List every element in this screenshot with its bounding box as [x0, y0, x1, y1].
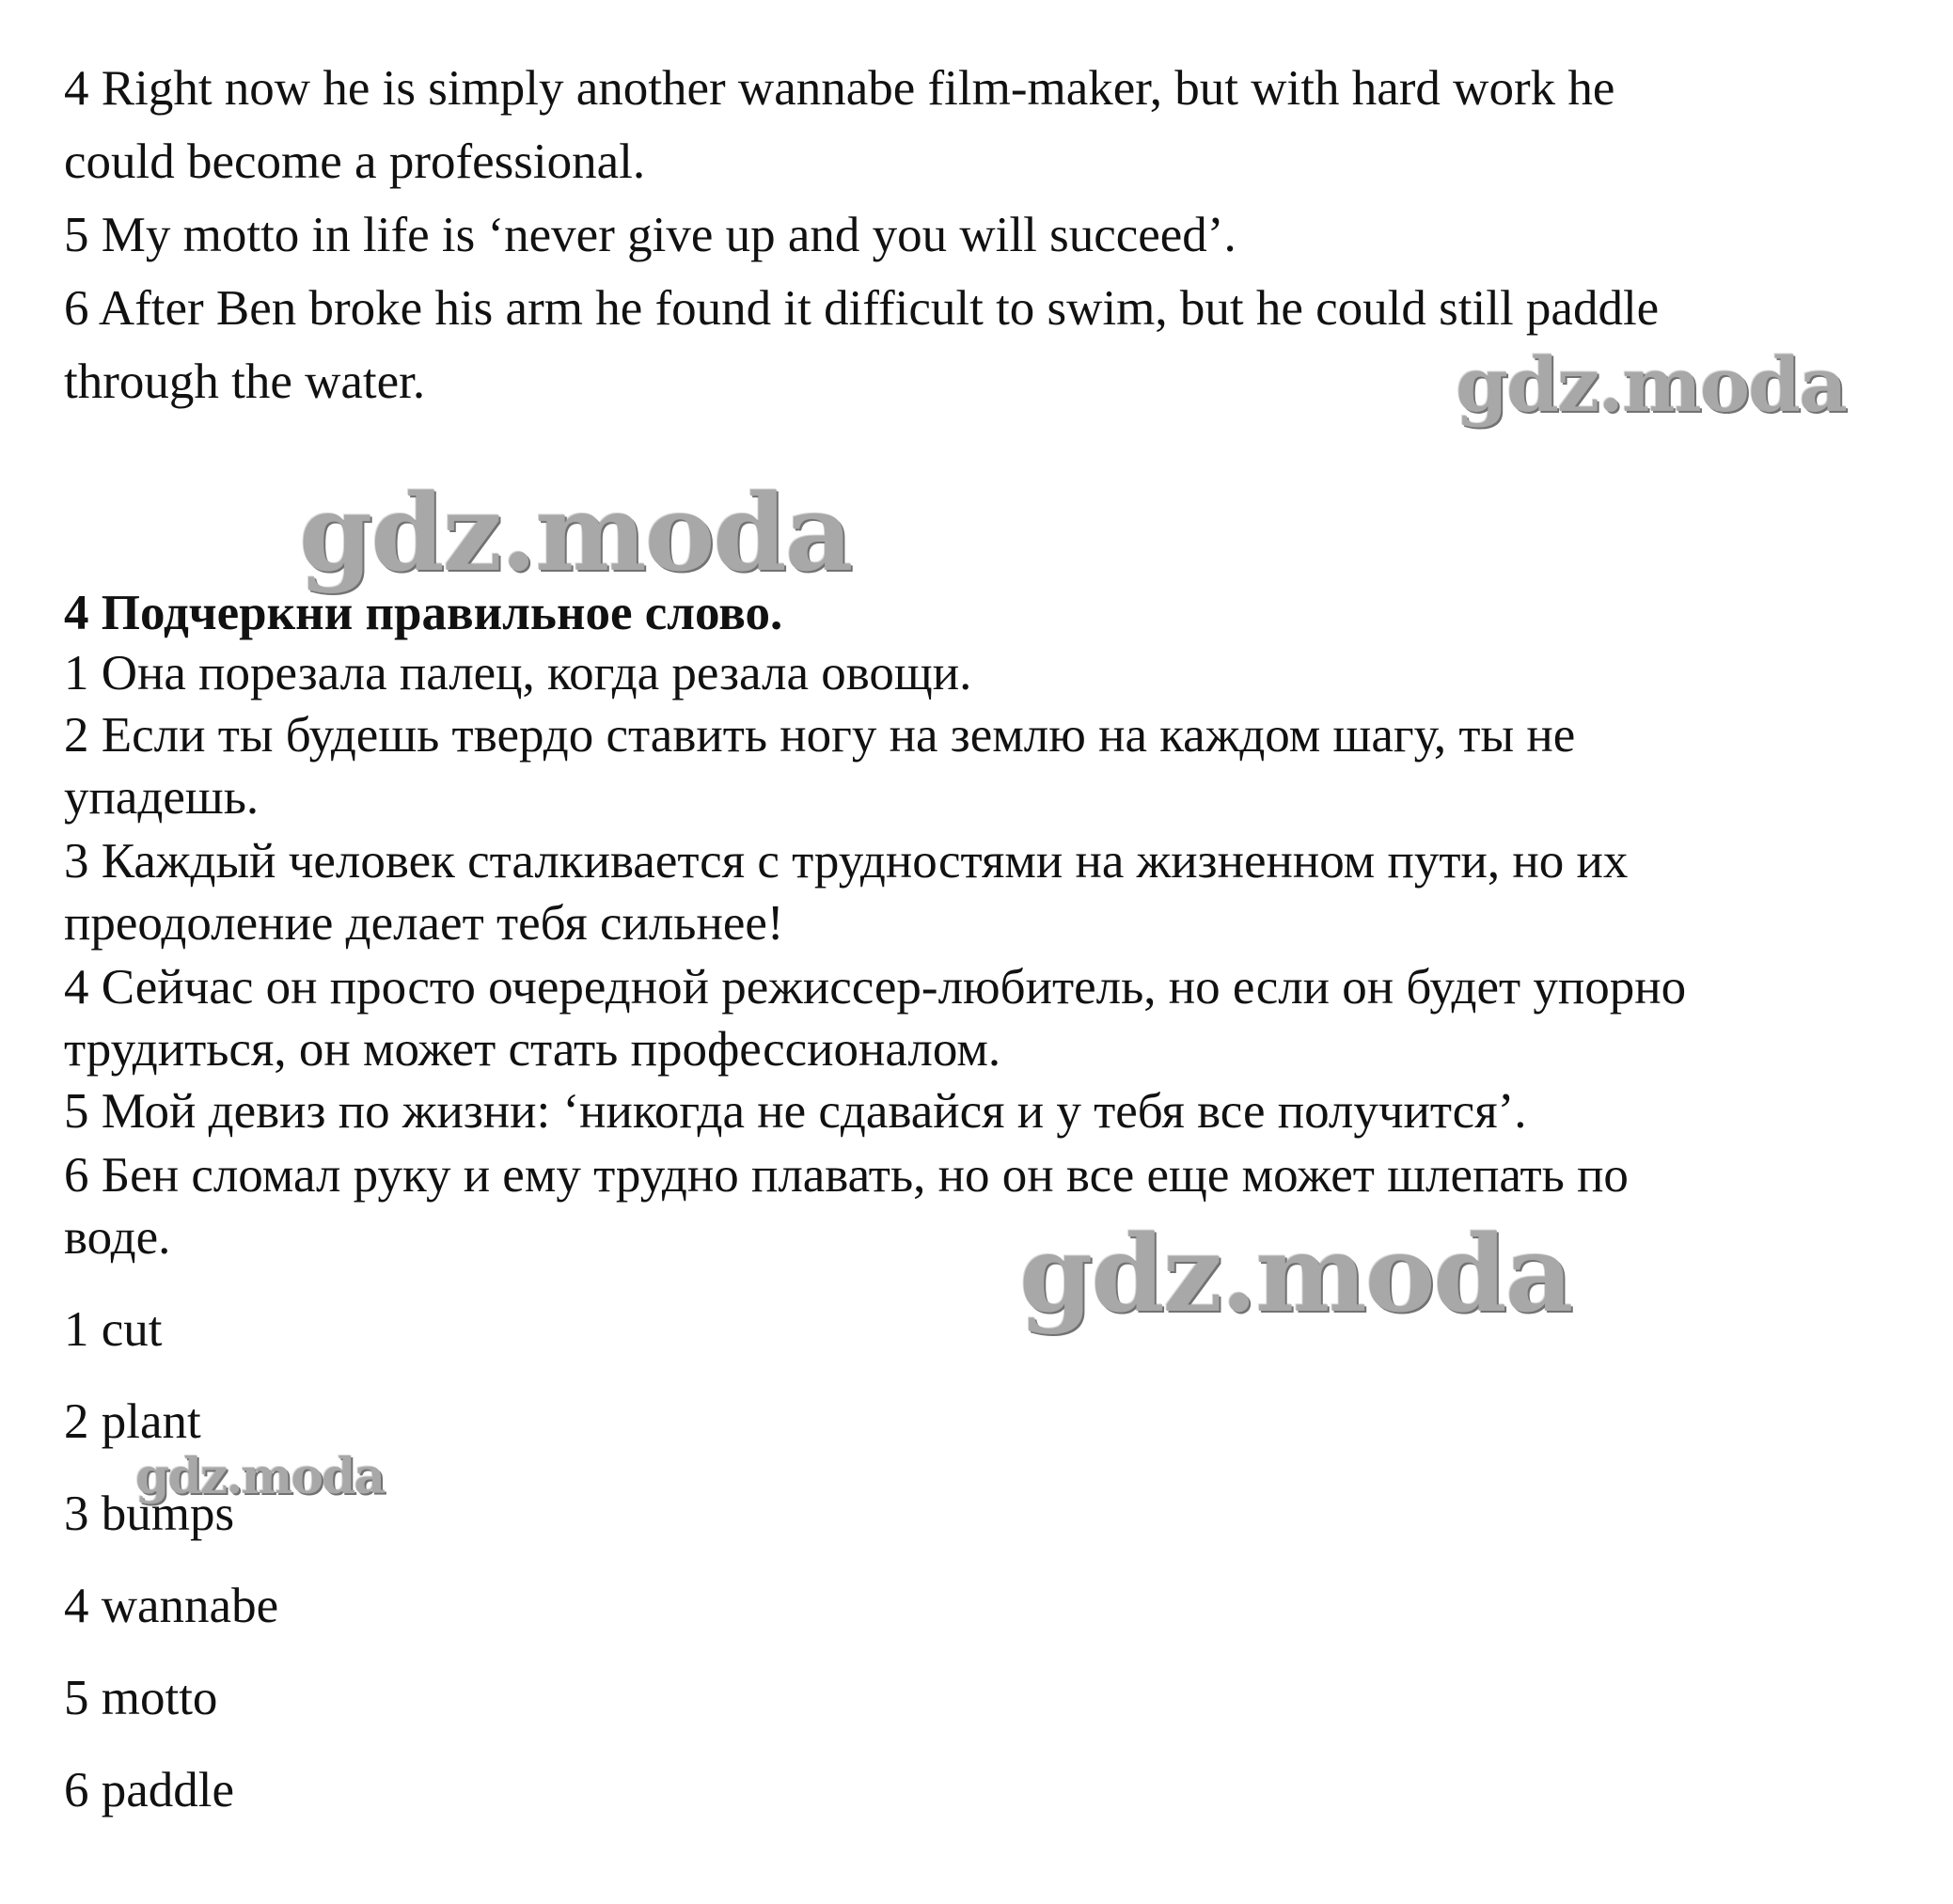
ru-line-4: 3 Каждый человек сталкивается с трудностями на жизненном пути, но их — [64, 834, 1629, 889]
ru-line-2: 2 Если ты будешь твердо ставить ногу на землю на каждом шагу, ты не — [64, 708, 1576, 763]
watermark-logo: gdz.moda — [299, 472, 852, 595]
task-heading: 4 Подчеркни правильное слово. — [64, 586, 783, 640]
answer-1: 1 cut — [64, 1302, 163, 1357]
answer-5: 5 motto — [64, 1671, 218, 1725]
sentence-6-line-2: through the water. — [64, 354, 426, 409]
ru-line-9: 6 Бен сломал руку и ему трудно плавать, но он все еще может шлепать по — [64, 1148, 1629, 1203]
answer-6: 6 paddle — [64, 1763, 235, 1817]
watermark-logo: gdz.moda — [1456, 340, 1846, 429]
ru-line-6: 4 Сейчас он просто очередной режиссер-любитель, но если он будет упорно — [64, 960, 1687, 1015]
ru-line-1: 1 Она порезала палец, когда резала овощи. — [64, 646, 972, 700]
sentence-4-line-1: 4 Right now he is simply another wannabe film-maker, but with hard work he — [64, 61, 1615, 116]
ru-line-5: преодоление делает тебя сильнее! — [64, 896, 784, 951]
answer-2: 2 plant — [64, 1394, 201, 1449]
answer-4: 4 wannabe — [64, 1579, 279, 1633]
sentence-6-line-1: 6 After Ben broke his arm he found it difficult to swim, but he could still paddle — [64, 281, 1660, 336]
ru-line-10: воде. — [64, 1210, 171, 1265]
ru-line-3: упадешь. — [64, 770, 260, 825]
sentence-5: 5 My motto in life is ‘never give up and you will succeed’. — [64, 208, 1236, 262]
answer-3: 3 bumps — [64, 1487, 235, 1541]
ru-line-8: 5 Мой девиз по жизни: ‘никогда не сдавайся и у тебя все получится’. — [64, 1084, 1527, 1139]
ru-line-7: трудиться, он может стать профессионалом. — [64, 1022, 1001, 1077]
sentence-4-line-2: could become a professional. — [64, 134, 646, 189]
watermark-logo: gdz.moda — [135, 1448, 385, 1505]
watermark-logo: gdz.moda — [1019, 1213, 1572, 1336]
